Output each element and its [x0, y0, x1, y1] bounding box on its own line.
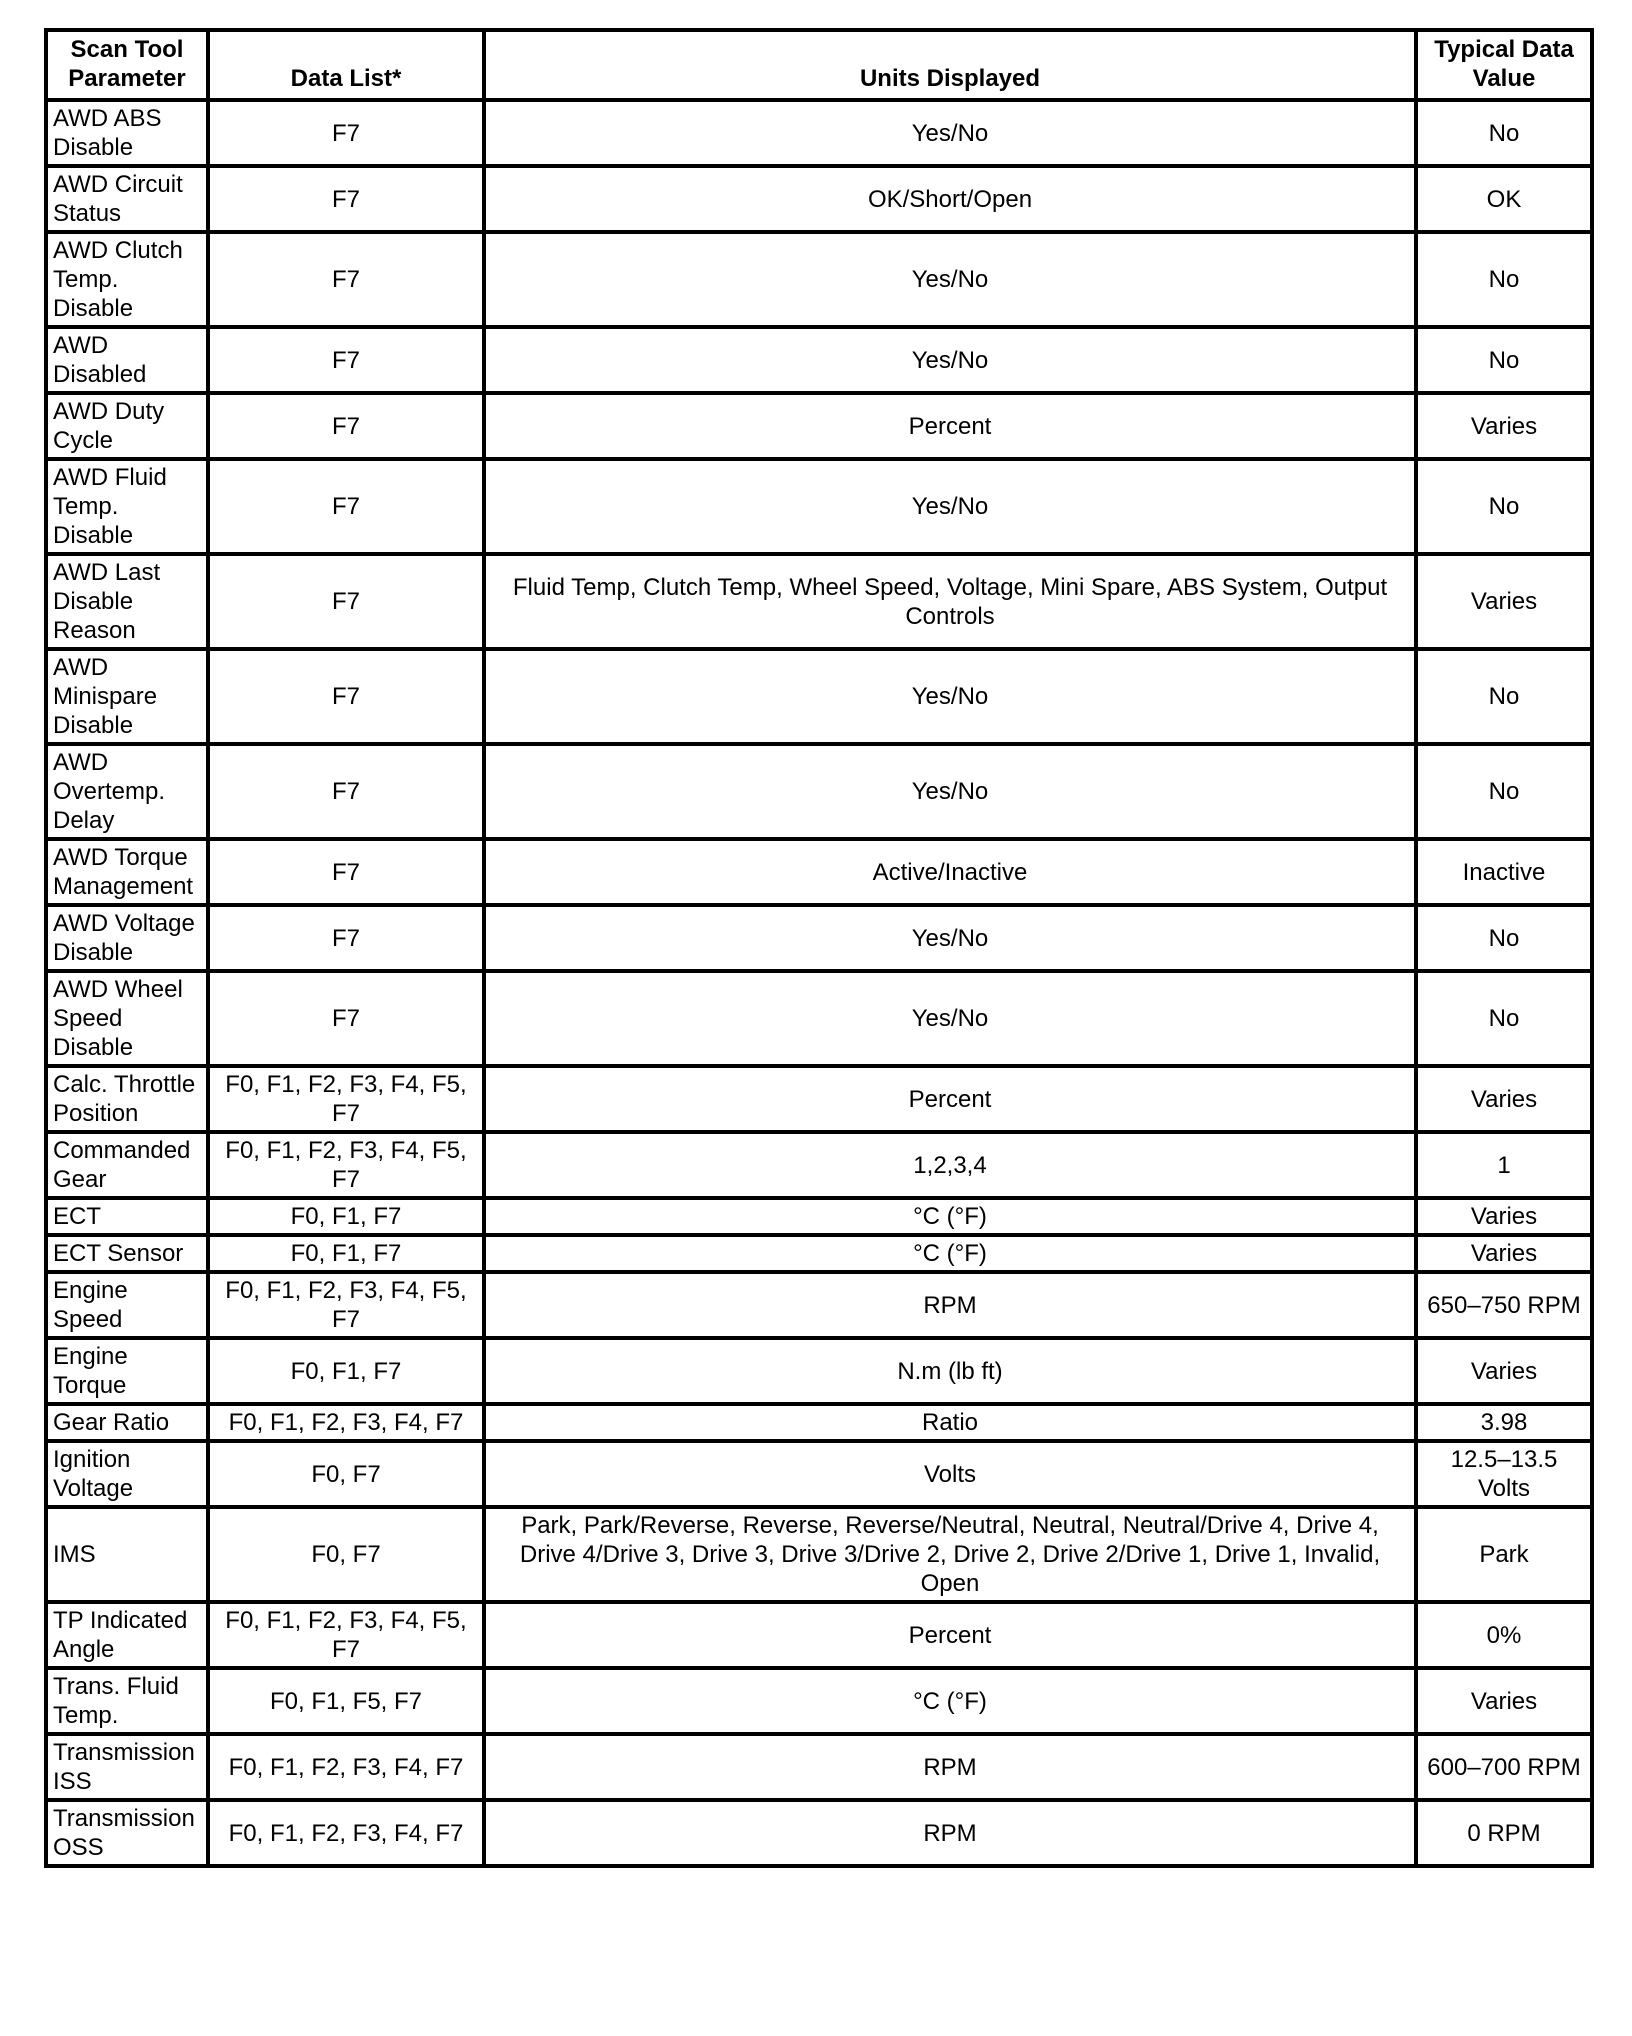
- table-row: [46, 1441, 1592, 1507]
- cell-scan-tool-parameter: Transmission ISS: [46, 1734, 208, 1800]
- table-row: [46, 1668, 1592, 1734]
- cell-typical-data-value: No: [1416, 649, 1592, 744]
- cell-scan-tool-parameter: AWD Last Disable Reason: [46, 554, 208, 649]
- cell-data-list: F0, F1, F7: [208, 1338, 484, 1404]
- cell-units-displayed: °C (°F): [484, 1198, 1416, 1235]
- cell-scan-tool-parameter: Trans. Fluid Temp.: [46, 1668, 208, 1734]
- cell-scan-tool-parameter: ECT: [46, 1198, 208, 1235]
- table-row: [46, 1734, 1592, 1800]
- cell-data-list: F0, F1, F2, F3, F4, F7: [208, 1734, 484, 1800]
- header-scan-tool-parameter: Scan Tool Parameter: [46, 30, 208, 100]
- table-row: [46, 1066, 1592, 1132]
- cell-data-list: F0, F1, F2, F3, F4, F5, F7: [208, 1272, 484, 1338]
- cell-data-list: F0, F1, F7: [208, 1235, 484, 1272]
- table-row: [46, 1507, 1592, 1602]
- table-header: [46, 30, 1592, 100]
- cell-typical-data-value: Varies: [1416, 1668, 1592, 1734]
- cell-units-displayed: °C (°F): [484, 1235, 1416, 1272]
- cell-units-displayed: RPM: [484, 1272, 1416, 1338]
- cell-scan-tool-parameter: Ignition Voltage: [46, 1441, 208, 1507]
- cell-scan-tool-parameter: AWD Duty Cycle: [46, 393, 208, 459]
- cell-units-displayed: Volts: [484, 1441, 1416, 1507]
- cell-units-displayed: RPM: [484, 1800, 1416, 1866]
- table-body: [46, 100, 1592, 1866]
- cell-typical-data-value: Varies: [1416, 1235, 1592, 1272]
- cell-units-displayed: Yes/No: [484, 459, 1416, 554]
- cell-typical-data-value: 0 RPM: [1416, 1800, 1592, 1866]
- table-row: [46, 971, 1592, 1066]
- cell-scan-tool-parameter: Gear Ratio: [46, 1404, 208, 1441]
- table-row: [46, 1800, 1592, 1866]
- cell-data-list: F7: [208, 839, 484, 905]
- cell-typical-data-value: 600–700 RPM: [1416, 1734, 1592, 1800]
- cell-scan-tool-parameter: TP Indicated Angle: [46, 1602, 208, 1668]
- table-row: [46, 1235, 1592, 1272]
- cell-typical-data-value: Inactive: [1416, 839, 1592, 905]
- cell-typical-data-value: 3.98: [1416, 1404, 1592, 1441]
- cell-typical-data-value: No: [1416, 232, 1592, 327]
- cell-scan-tool-parameter: AWD Overtemp. Delay: [46, 744, 208, 839]
- cell-data-list: F7: [208, 232, 484, 327]
- cell-scan-tool-parameter: AWD Circuit Status: [46, 166, 208, 232]
- cell-units-displayed: Yes/No: [484, 649, 1416, 744]
- cell-typical-data-value: Varies: [1416, 1338, 1592, 1404]
- cell-units-displayed: Yes/No: [484, 971, 1416, 1066]
- cell-units-displayed: 1,2,3,4: [484, 1132, 1416, 1198]
- cell-typical-data-value: Varies: [1416, 1198, 1592, 1235]
- cell-typical-data-value: No: [1416, 905, 1592, 971]
- table-row: [46, 1198, 1592, 1235]
- cell-data-list: F7: [208, 905, 484, 971]
- header-typical-data-value: Typical Data Value: [1416, 30, 1592, 100]
- cell-scan-tool-parameter: AWD Torque Management: [46, 839, 208, 905]
- table-row: [46, 1404, 1592, 1441]
- cell-scan-tool-parameter: AWD ABS Disable: [46, 100, 208, 166]
- cell-typical-data-value: Varies: [1416, 1066, 1592, 1132]
- cell-typical-data-value: Varies: [1416, 393, 1592, 459]
- cell-units-displayed: Yes/No: [484, 905, 1416, 971]
- cell-data-list: F7: [208, 327, 484, 393]
- cell-scan-tool-parameter: Transmission OSS: [46, 1800, 208, 1866]
- cell-data-list: F0, F1, F2, F3, F4, F5, F7: [208, 1066, 484, 1132]
- cell-units-displayed: Percent: [484, 1602, 1416, 1668]
- table-row: [46, 1132, 1592, 1198]
- cell-scan-tool-parameter: IMS: [46, 1507, 208, 1602]
- cell-data-list: F0, F1, F2, F3, F4, F5, F7: [208, 1602, 484, 1668]
- cell-data-list: F0, F1, F2, F3, F4, F7: [208, 1404, 484, 1441]
- cell-scan-tool-parameter: AWD Clutch Temp. Disable: [46, 232, 208, 327]
- table-row: [46, 100, 1592, 166]
- cell-data-list: F7: [208, 459, 484, 554]
- cell-units-displayed: Yes/No: [484, 327, 1416, 393]
- table-row: [46, 554, 1592, 649]
- cell-scan-tool-parameter: Engine Speed: [46, 1272, 208, 1338]
- cell-units-displayed: Park, Park/Reverse, Reverse, Reverse/Neutral, Neutral, Neutral/Drive 4, Drive 4, Drive 4/Drive 3, Drive 3, Drive 3/Drive 2, Drive 2, Drive 2/Drive 1, Drive 1, Invalid, Open: [484, 1507, 1416, 1602]
- cell-typical-data-value: OK: [1416, 166, 1592, 232]
- cell-units-displayed: Active/Inactive: [484, 839, 1416, 905]
- cell-data-list: F0, F7: [208, 1441, 484, 1507]
- scan-tool-data-table: [44, 28, 1594, 1868]
- table-row: [46, 327, 1592, 393]
- cell-units-displayed: Percent: [484, 393, 1416, 459]
- cell-typical-data-value: Varies: [1416, 554, 1592, 649]
- cell-data-list: F0, F7: [208, 1507, 484, 1602]
- cell-data-list: F0, F1, F5, F7: [208, 1668, 484, 1734]
- cell-scan-tool-parameter: ECT Sensor: [46, 1235, 208, 1272]
- table-row: [46, 744, 1592, 839]
- table-row: [46, 166, 1592, 232]
- cell-data-list: F0, F1, F2, F3, F4, F7: [208, 1800, 484, 1866]
- cell-typical-data-value: No: [1416, 327, 1592, 393]
- cell-typical-data-value: Park: [1416, 1507, 1592, 1602]
- cell-scan-tool-parameter: AWD Voltage Disable: [46, 905, 208, 971]
- cell-typical-data-value: No: [1416, 100, 1592, 166]
- cell-units-displayed: Percent: [484, 1066, 1416, 1132]
- cell-typical-data-value: No: [1416, 971, 1592, 1066]
- cell-typical-data-value: No: [1416, 744, 1592, 839]
- cell-units-displayed: Fluid Temp, Clutch Temp, Wheel Speed, Voltage, Mini Spare, ABS System, Output Controls: [484, 554, 1416, 649]
- header-row: [46, 30, 1592, 100]
- cell-data-list: F7: [208, 554, 484, 649]
- cell-data-list: F7: [208, 971, 484, 1066]
- cell-scan-tool-parameter: Commanded Gear: [46, 1132, 208, 1198]
- table-row: [46, 649, 1592, 744]
- cell-units-displayed: OK/Short/Open: [484, 166, 1416, 232]
- cell-scan-tool-parameter: Calc. Throttle Position: [46, 1066, 208, 1132]
- table-row: [46, 1602, 1592, 1668]
- table-row: [46, 1338, 1592, 1404]
- cell-data-list: F0, F1, F7: [208, 1198, 484, 1235]
- cell-scan-tool-parameter: Engine Torque: [46, 1338, 208, 1404]
- cell-units-displayed: Ratio: [484, 1404, 1416, 1441]
- cell-units-displayed: Yes/No: [484, 232, 1416, 327]
- cell-typical-data-value: 0%: [1416, 1602, 1592, 1668]
- header-units-displayed: Units Displayed: [484, 30, 1416, 100]
- cell-data-list: F7: [208, 744, 484, 839]
- cell-data-list: F7: [208, 393, 484, 459]
- cell-data-list: F7: [208, 100, 484, 166]
- cell-scan-tool-parameter: AWD Disabled: [46, 327, 208, 393]
- cell-typical-data-value: 650–750 RPM: [1416, 1272, 1592, 1338]
- table-row: [46, 393, 1592, 459]
- cell-data-list: F7: [208, 649, 484, 744]
- table-row: [46, 459, 1592, 554]
- cell-typical-data-value: 1: [1416, 1132, 1592, 1198]
- table-row: [46, 839, 1592, 905]
- cell-typical-data-value: 12.5–13.5 Volts: [1416, 1441, 1592, 1507]
- cell-scan-tool-parameter: AWD Minispare Disable: [46, 649, 208, 744]
- cell-scan-tool-parameter: AWD Wheel Speed Disable: [46, 971, 208, 1066]
- cell-data-list: F7: [208, 166, 484, 232]
- cell-typical-data-value: No: [1416, 459, 1592, 554]
- cell-units-displayed: N.m (lb ft): [484, 1338, 1416, 1404]
- table-row: [46, 1272, 1592, 1338]
- cell-scan-tool-parameter: AWD Fluid Temp. Disable: [46, 459, 208, 554]
- cell-units-displayed: Yes/No: [484, 744, 1416, 839]
- table-row: [46, 232, 1592, 327]
- cell-units-displayed: Yes/No: [484, 100, 1416, 166]
- cell-units-displayed: °C (°F): [484, 1668, 1416, 1734]
- cell-units-displayed: RPM: [484, 1734, 1416, 1800]
- cell-data-list: F0, F1, F2, F3, F4, F5, F7: [208, 1132, 484, 1198]
- table-row: [46, 905, 1592, 971]
- header-data-list: Data List*: [208, 30, 484, 100]
